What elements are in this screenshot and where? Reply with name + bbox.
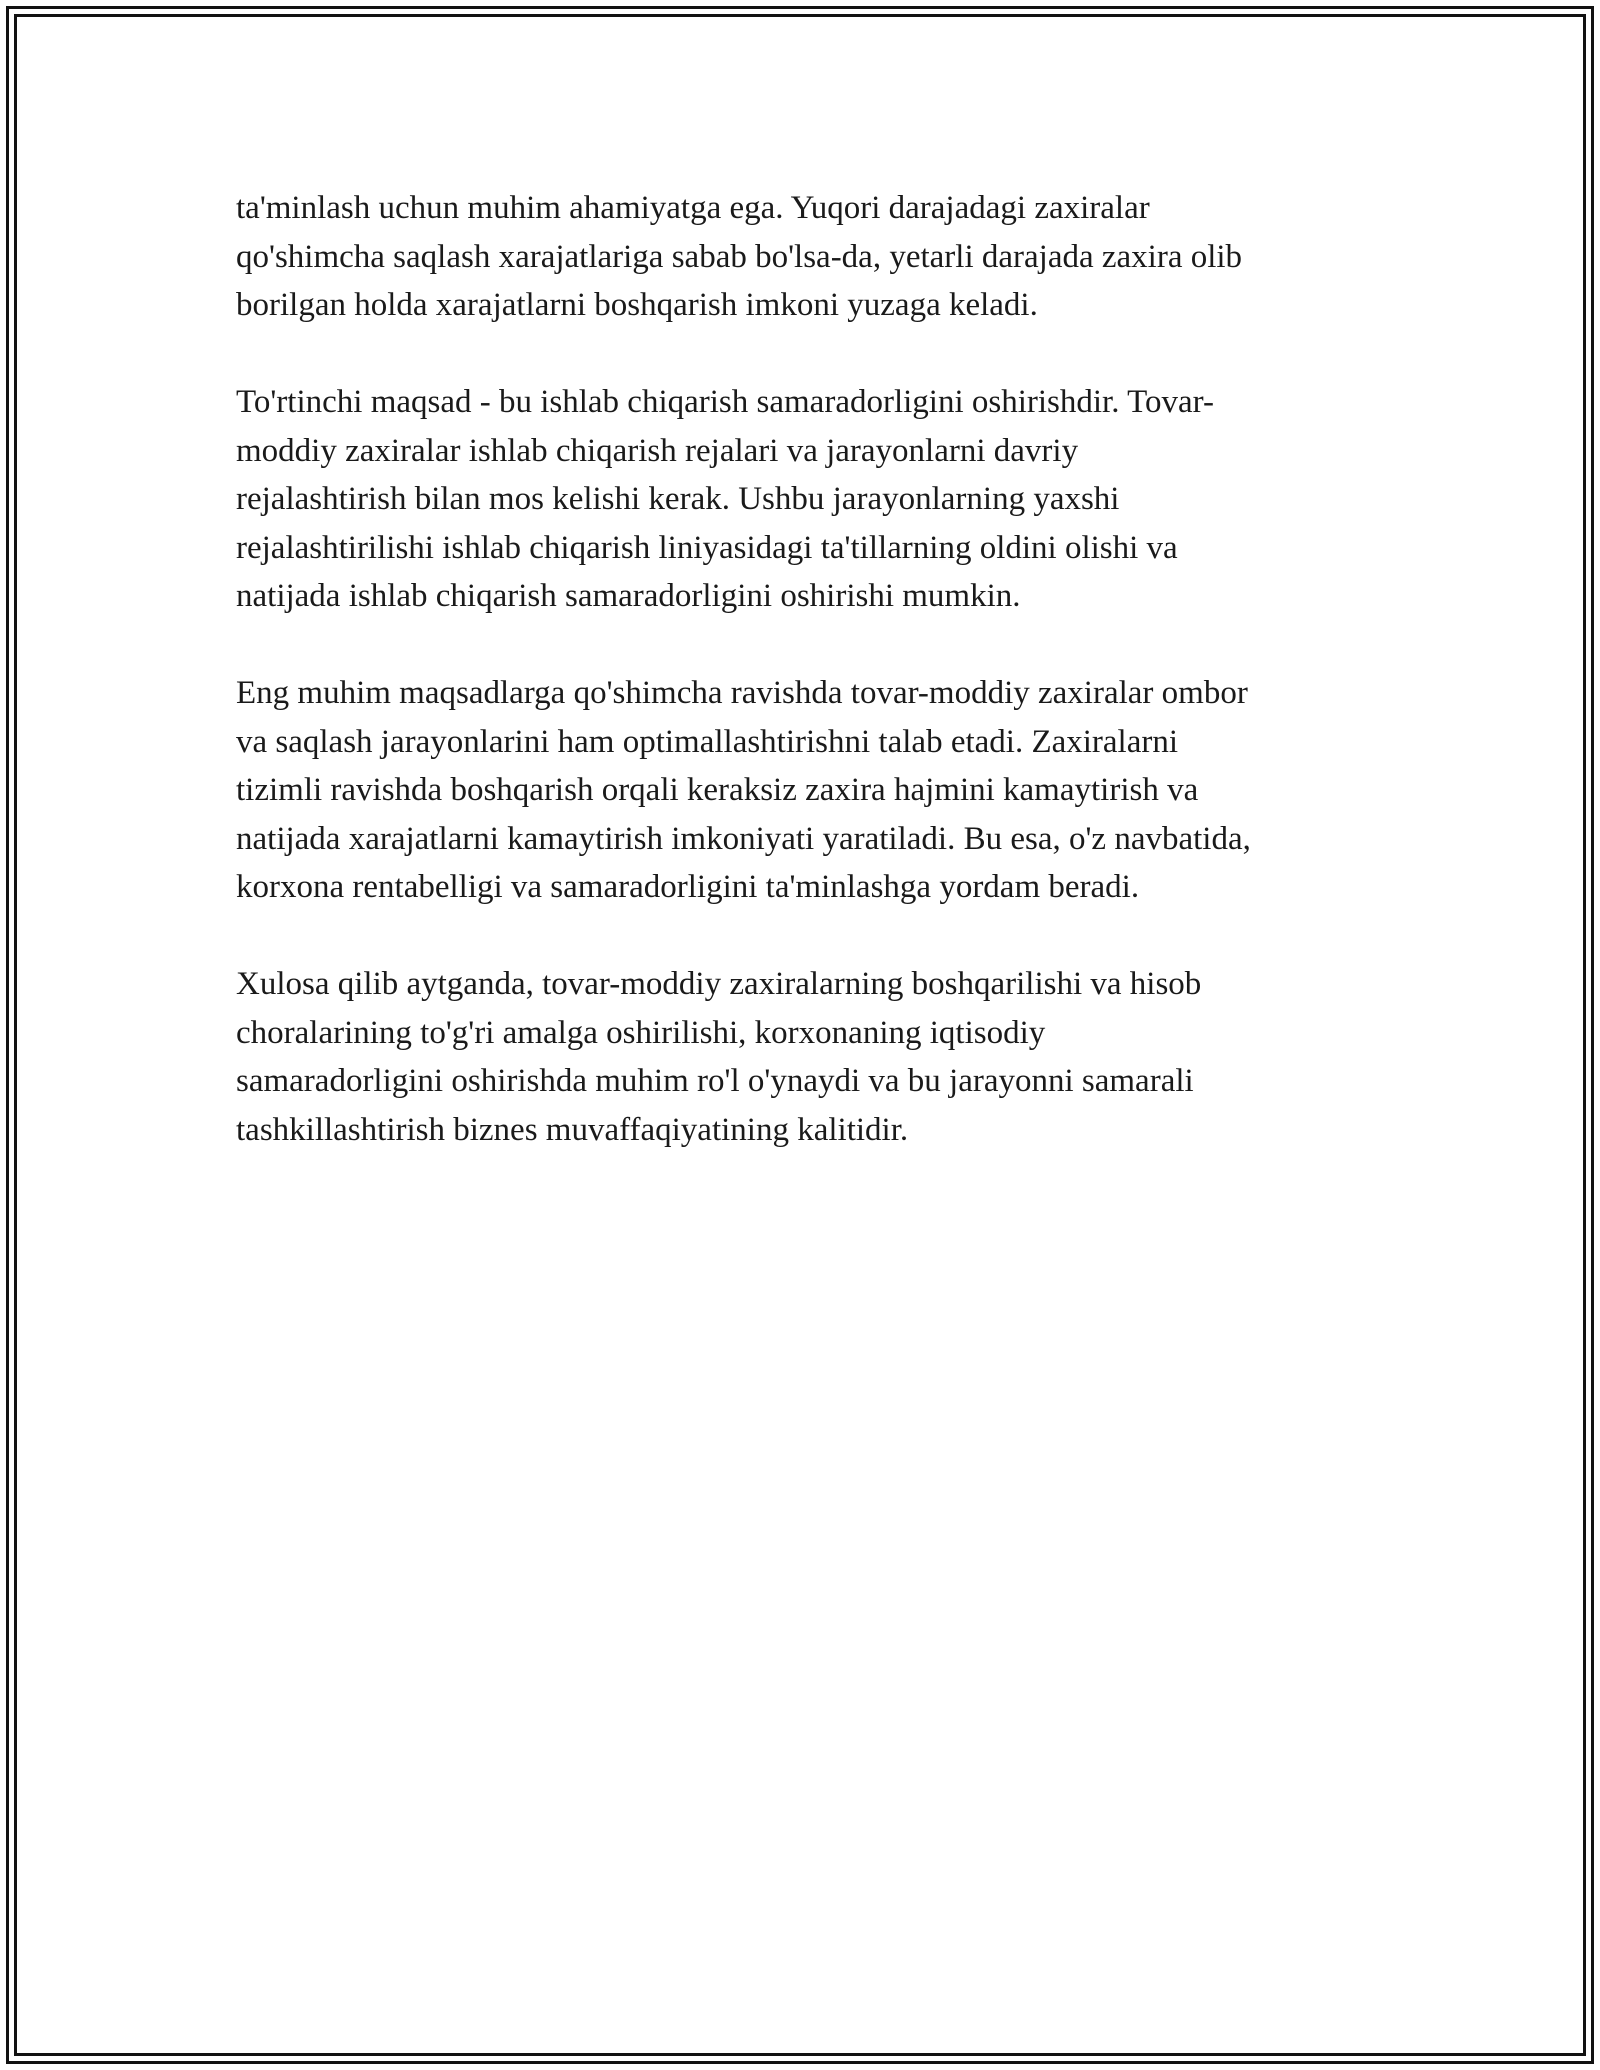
paragraph-2: To'rtinchi maqsad - bu ishlab chiqarish samaradorligini oshirishdir. Tovar- moddiy zaxiralar ishlab chiqarish rejalari va jarayonlarni davriy rejalashtirish bilan mos kelishi kerak. Ushbu jarayonlarning yaxshi rejalashtirilishi ishlab chiqarish liniyasidagi ta'tillarning oldini olishi va natijada ishlab chiqarish samaradorligini oshirishi mumkin. [236, 384, 1214, 614]
paragraph-3: Eng muhim maqsadlarga qo'shimcha ravishda tovar-moddiy zaxiralar ombor va saqlash jarayonlarini ham optimallashtirishni talab etadi. Zaxiralarni tizimli ravishda boshqarish orqali keraksiz zaxira hajmini kamaytirish va natijada xarajatlarni kamaytirish imkoniyati yaratiladi. Bu esa, o'z navbatida, korxona rentabelligi va samaradorligini ta'minlashga yordam beradi. [236, 675, 1251, 905]
paragraph-1: ta'minlash uchun muhim ahamiyatga ega. Yuqori darajadagi zaxiralar qo'shimcha saqlash xarajatlariga sabab bo'lsa-da, yetarli darajada zaxira olib borilgan holda xarajatlarni boshqarish imkoni yuzaga keladi. [236, 190, 1243, 323]
paragraph-4: Xulosa qilib aytganda, tovar-moddiy zaxiralarning boshqarilishi va hisob choralarining to'g'ri amalga oshirilishi, korxonaning iqtisodiy samaradorligini oshirishda muhim ro'l o'ynaydi va bu jarayonni samarali tashkillashtirish biznes muvaffaqiyatining kalitidir. [236, 966, 1202, 1148]
document-body [236, 184, 1366, 1203]
